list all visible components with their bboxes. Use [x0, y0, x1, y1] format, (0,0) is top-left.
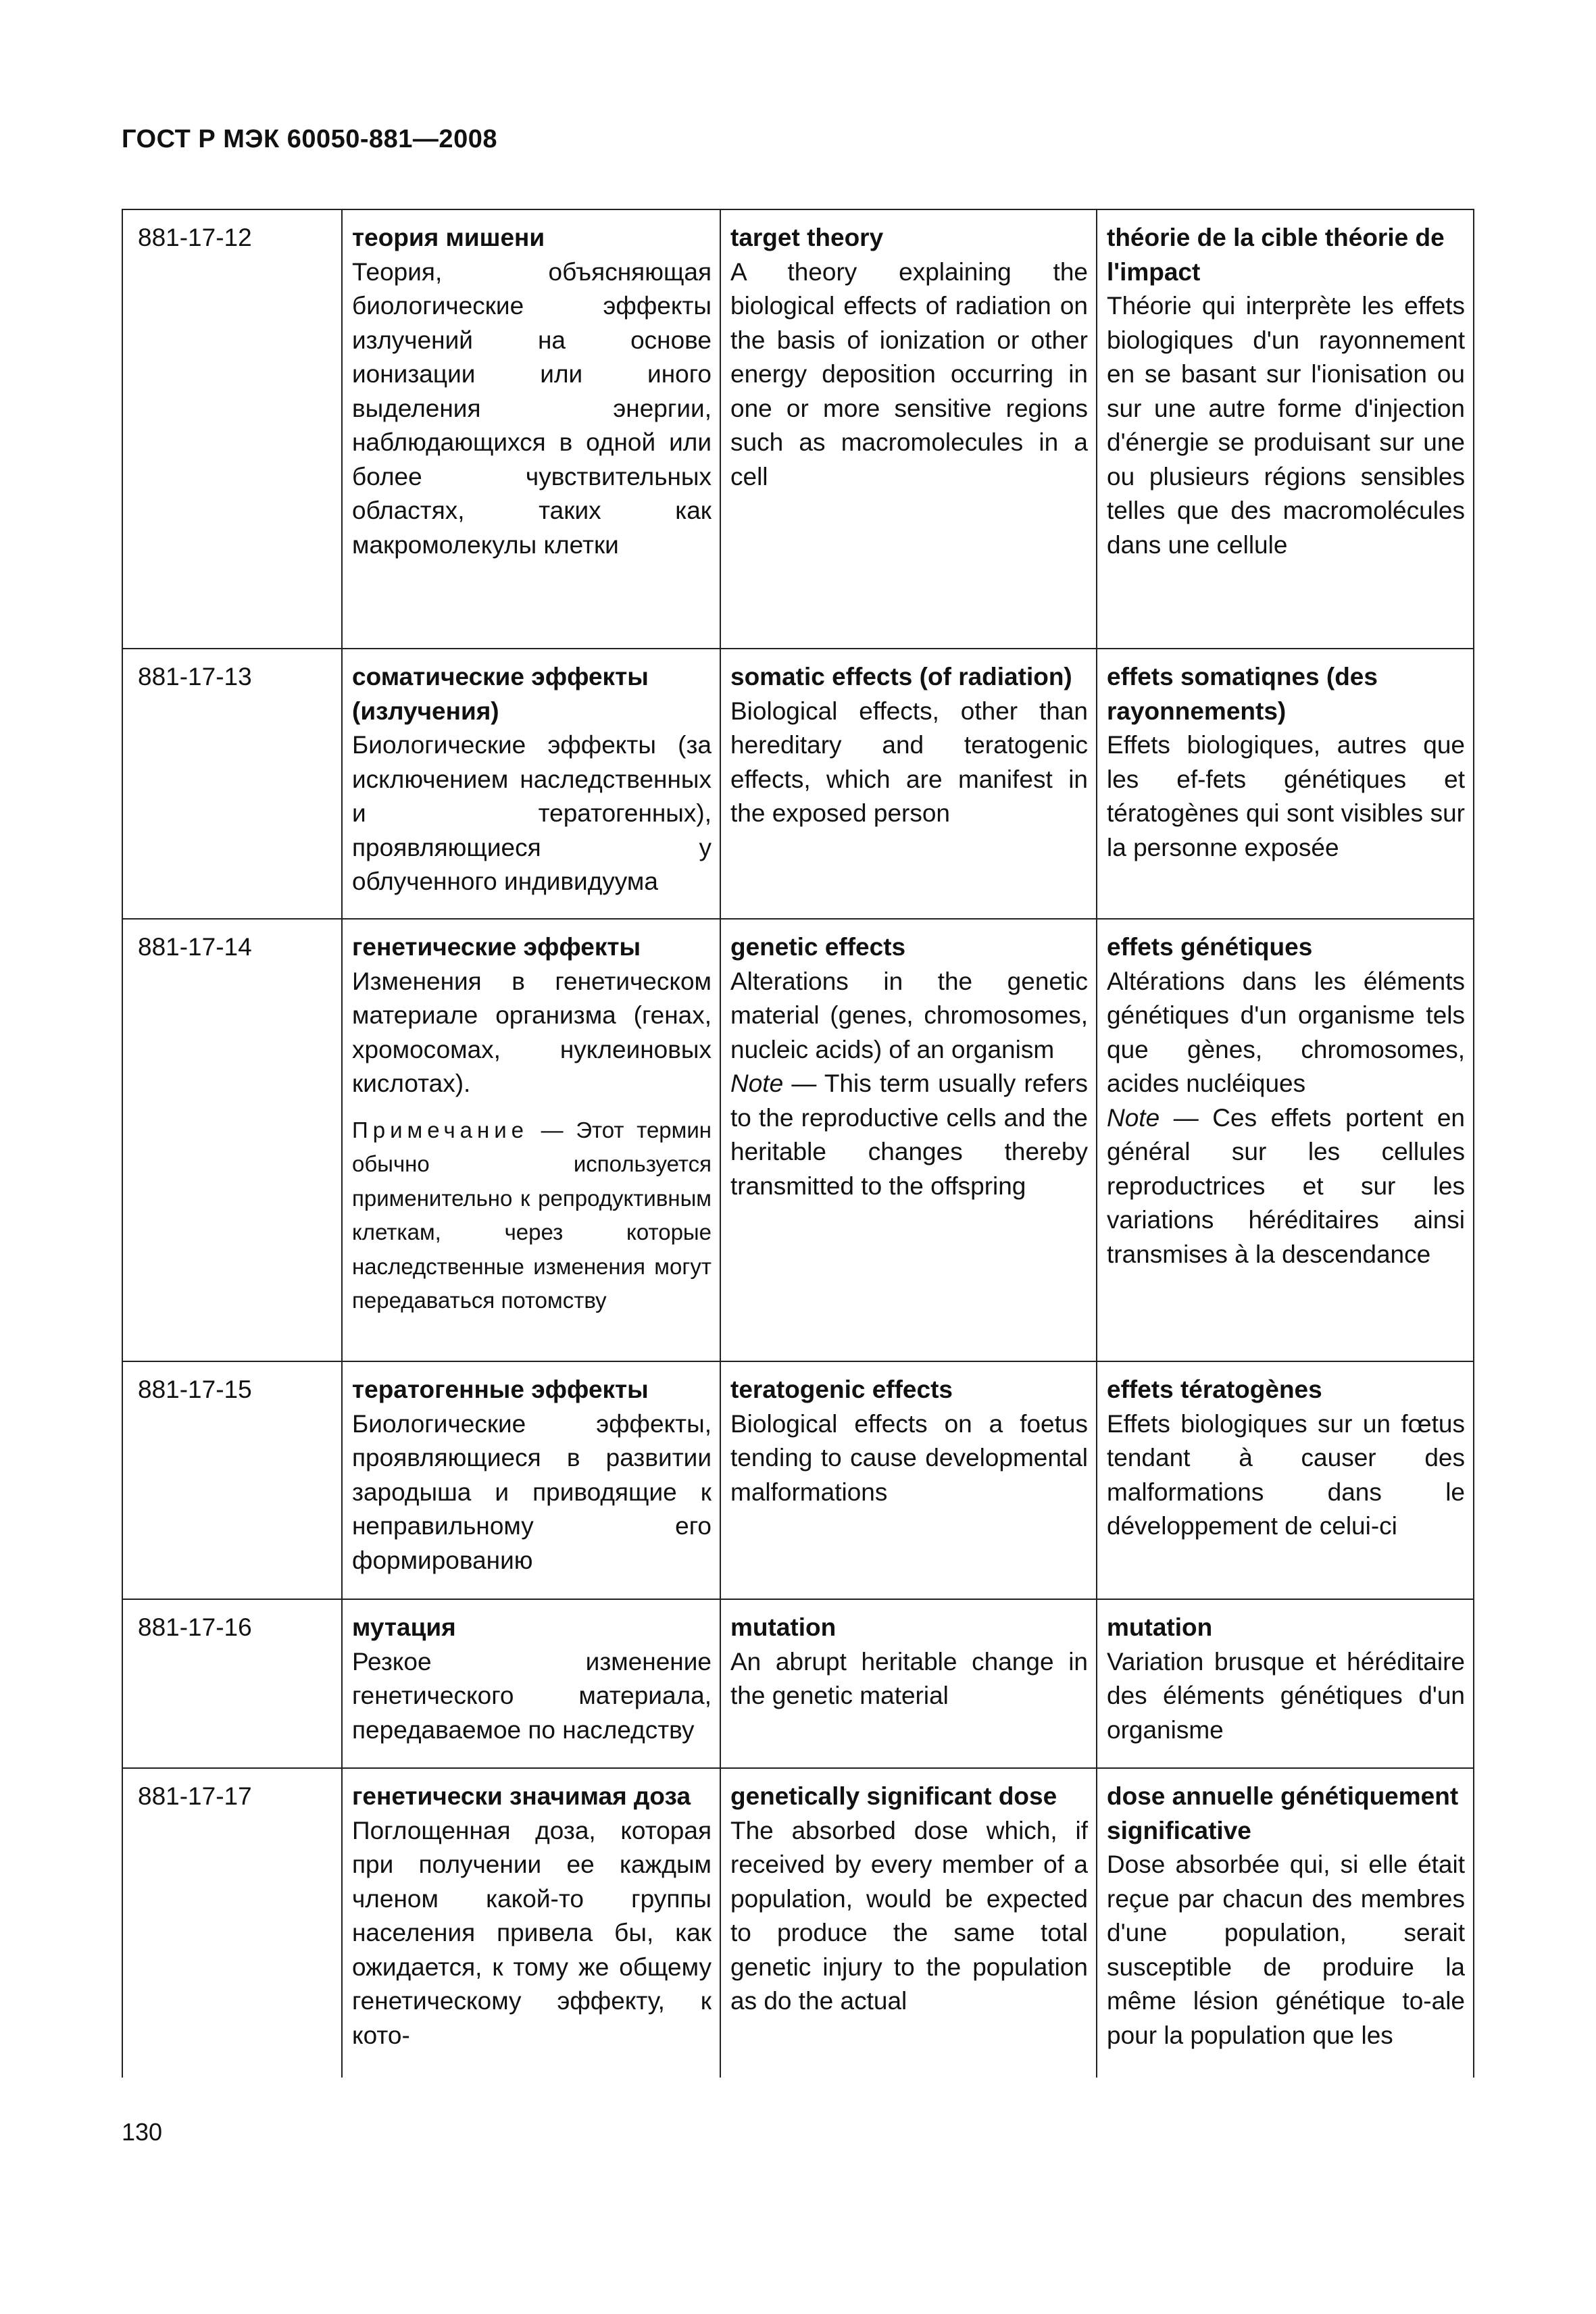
english-definition: A theory explaining the biological effects of radiation on the basis of ionization or other energy deposition occurring in one or more sensitive regions such as macromolecules in a cell — [730, 257, 1088, 491]
russian-term: мутация — [352, 1613, 456, 1641]
english-term: mutation — [730, 1613, 837, 1641]
french-term: effets génétiques — [1107, 933, 1313, 961]
entry-number: 881-17-17 — [122, 1768, 342, 2078]
french-cell — [1097, 1599, 1474, 1768]
entry-number: 881-17-14 — [122, 919, 342, 1361]
page-number: 130 — [122, 2118, 163, 2146]
russian-term: генетически значимая доза — [352, 1782, 691, 1810]
russian-term: теория мишени — [352, 224, 545, 251]
english-term: genetic effects — [730, 933, 906, 961]
french-definition: Effets biologiques, autres que les ef-fets génétiques et tératogènes qui sont visibles sur la personne exposée — [1107, 731, 1465, 861]
english-term: target theory — [730, 224, 884, 251]
russian-note — [352, 1113, 712, 1318]
entry-number: 881-17-15 — [122, 1361, 342, 1599]
english-term: somatic effects (of radiation) — [730, 663, 1072, 690]
french-term: dose annuelle génétiquement significative — [1107, 1782, 1459, 1844]
french-definition: Variation brusque et héréditaire des éléments génétiques d'un organisme — [1107, 1647, 1465, 1744]
english-definition: Alterations in the genetic material (genes, chromosomes, nucleic acids) of an organism — [730, 967, 1088, 1063]
russian-definition: Поглощенная доза, которая при получении ее каждым членом какой-то группы населения привела бы, как ожидается, к тому же общему генетическому эффекту, к кото- — [352, 1816, 712, 2049]
french-term: effets tératogènes — [1107, 1376, 1322, 1403]
english-cell — [720, 209, 1097, 649]
french-cell — [1097, 1768, 1474, 2078]
russian-note-label: Примечание — [352, 1117, 529, 1142]
french-term: mutation — [1107, 1613, 1213, 1641]
entry-number: 881-17-13 — [122, 649, 342, 919]
table-row — [122, 649, 1474, 919]
russian-cell — [342, 1361, 720, 1599]
english-note — [730, 1067, 1088, 1203]
document-header: ГОСТ Р МЭК 60050-881—2008 — [122, 125, 497, 153]
english-definition: Biological effects on a foetus tending to cause developmental malformations — [730, 1409, 1088, 1506]
french-note-text: — Ces effets portent en général sur les cellules reproductrices et sur les variations héréditaires ainsi transmises à la descendance — [1107, 1103, 1465, 1268]
english-cell — [720, 649, 1097, 919]
russian-definition: Биологические эффекты (за исключением наследственных и тератогенных), проявляющиеся у облученного индивидуума — [352, 731, 712, 895]
entry-number: 881-17-16 — [122, 1599, 342, 1768]
french-term: théorie de la cible théorie de l'impact — [1107, 224, 1445, 286]
russian-term: соматические эффекты (излучения) — [352, 663, 649, 725]
french-term: effets somatiqnes (des rayonnements) — [1107, 663, 1378, 725]
english-cell — [720, 1361, 1097, 1599]
french-cell — [1097, 209, 1474, 649]
english-cell — [720, 1768, 1097, 2078]
russian-cell — [342, 649, 720, 919]
french-definition: Théorie qui interprète les effets biologiques d'un rayonnement en se basant sur l'ionisation ou sur une autre forme d'injection d'énergie se produisant sur une ou plusieurs régions sensibles telles que des macromolécules dans une cellule — [1107, 292, 1465, 559]
french-note — [1107, 1101, 1465, 1272]
table-row — [122, 1599, 1474, 1768]
russian-term: генетические эффекты — [352, 933, 641, 961]
table-row — [122, 209, 1474, 649]
russian-cell — [342, 1768, 720, 2078]
french-cell — [1097, 919, 1474, 1361]
russian-definition: Теория, объясняющая биологические эффекты излучений на основе ионизации или иного выделения энергии, наблюдающихся в одной или более чувствительных областях, таких как макромолекулы клетки — [352, 257, 712, 559]
french-cell — [1097, 1361, 1474, 1599]
french-note-label: Note — [1107, 1103, 1160, 1132]
russian-term: тератогенные эффекты — [352, 1376, 649, 1403]
french-definition: Dose absorbée qui, si elle était reçue par chacun des membres d'une population, serait susceptible de produire la même lésion génétique to-ale pour la population que les — [1107, 1851, 1465, 2049]
english-term: teratogenic effects — [730, 1376, 953, 1403]
russian-note-text: — Этот термин обычно используется применительно к репродуктивным клеткам, через которые наследственные изменения могут передаваться потомству — [352, 1117, 712, 1313]
russian-definition: Биологические эффекты, проявляющиеся в развитии зародыша и приводящие к неправильному его формированию — [352, 1409, 712, 1574]
table-row — [122, 1768, 1474, 2078]
russian-cell — [342, 1599, 720, 1768]
french-definition: Altérations dans les éléments génétiques d'un organisme tels que gènes, chromosomes, acides nucléiques — [1107, 967, 1465, 1097]
french-definition: Effets biologiques sur un fœtus tendant à causer des malformations dans le développement de celui-ci — [1107, 1409, 1465, 1540]
english-note-label: Note — [730, 1070, 784, 1097]
russian-definition: Резкое изменение генетического материала, передаваемое по наследству — [352, 1647, 712, 1744]
english-term: genetically significant dose — [730, 1782, 1057, 1810]
russian-definition: Изменения в генетическом материале организма (генах, хромосомах, нуклеиновых кислотах). — [352, 967, 712, 1097]
english-definition: Biological effects, other than hereditary and teratogenic effects, which are manifest in the exposed person — [730, 697, 1088, 827]
terminology-table — [122, 209, 1474, 2078]
english-definition: The absorbed dose which, if received by every member of a population, would be expected to produce the same total genetic injury to the population as do the actual — [730, 1816, 1088, 2015]
russian-cell — [342, 209, 720, 649]
french-cell — [1097, 649, 1474, 919]
english-note-text: — This term usually refers to the reproductive cells and the heritable changes thereby transmitted to the offspring — [730, 1070, 1088, 1200]
entry-number: 881-17-12 — [122, 209, 342, 649]
english-definition: An abrupt heritable change in the genetic material — [730, 1647, 1088, 1709]
table-row — [122, 1361, 1474, 1599]
english-cell — [720, 919, 1097, 1361]
table-row — [122, 919, 1474, 1361]
english-cell — [720, 1599, 1097, 1768]
russian-cell — [342, 919, 720, 1361]
